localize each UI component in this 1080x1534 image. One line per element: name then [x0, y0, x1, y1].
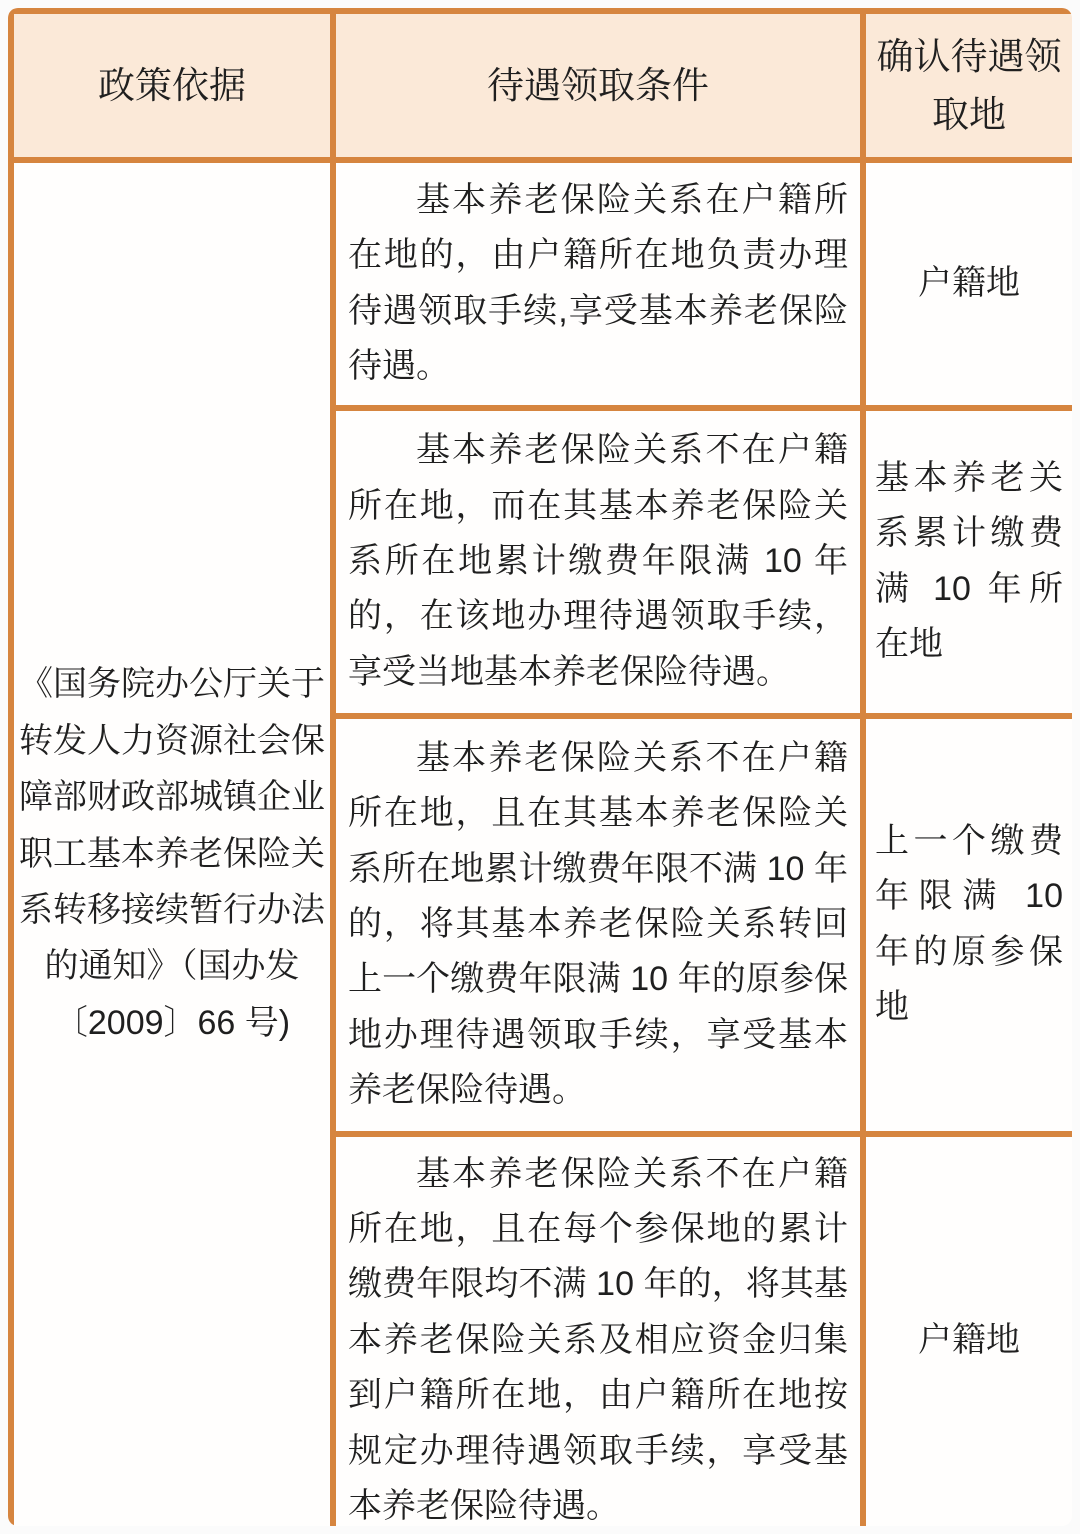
pension-policy-table: [8, 8, 1072, 1526]
condition-cell-1: 基本养老保险关系在户籍所在地的，由户籍所在地负责办理待遇领取手续,享受基本养老保险待遇。: [333, 160, 863, 408]
location-cell-3: 上一个缴费年限满 10 年的原参保地: [863, 716, 1072, 1134]
policy-basis-cell: 《国务院办公厅关于转发人力资源社会保障部财政部城镇企业职工基本养老保险关系转移接续暂行办法的通知》（国办发〔2009〕66 号): [11, 160, 333, 1526]
condition-cell-2: 基本养老保险关系不在户籍所在地，而在其基本养老保险关系所在地累计缴费年限满 10 年的，在该地办理待遇领取手续，享受当地基本养老保险待遇。: [333, 408, 863, 716]
location-cell-2: 基本养老关系累计缴费满 10 年所在地: [863, 408, 1072, 716]
header-row: [11, 11, 1072, 160]
header-policy-basis: 政策依据: [11, 11, 333, 160]
condition-cell-3: 基本养老保险关系不在户籍所在地，且在其基本养老保险关系所在地累计缴费年限不满 10 年的，将其基本养老保险关系转回上一个缴费年限满 10 年的原参保地办理待遇领取手续，享受基本养老保险待遇。: [333, 716, 863, 1134]
location-cell-4: 户籍地: [863, 1134, 1072, 1526]
header-benefit-conditions: 待遇领取条件: [333, 11, 863, 160]
table-wrapper: [8, 8, 1072, 1526]
header-confirm-location: 确认待遇领取地: [863, 11, 1072, 160]
table-row-1: [11, 160, 1072, 408]
condition-cell-4: 基本养老保险关系不在户籍所在地，且在每个参保地的累计缴费年限均不满 10 年的，将其基本养老保险关系及相应资金归集到户籍所在地，由户籍所在地按规定办理待遇领取手续，享受基本养老保险待遇。: [333, 1134, 863, 1526]
location-cell-1: 户籍地: [863, 160, 1072, 408]
